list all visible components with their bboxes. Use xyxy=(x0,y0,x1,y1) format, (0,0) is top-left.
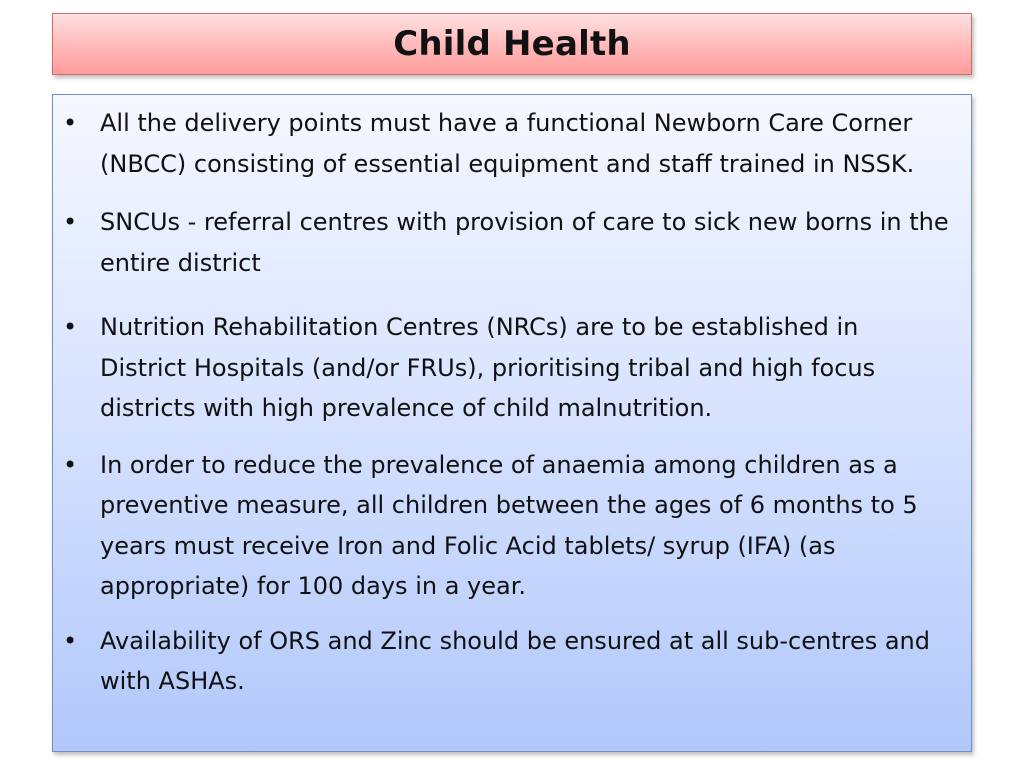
bullet-item xyxy=(53,621,949,702)
bullet-text: SNCUs - referral centres with provision of care to sick new borns in the entire district xyxy=(100,208,949,277)
bullet-text: Availability of ORS and Zinc should be ensured at all sub-centres and with ASHAs. xyxy=(100,626,930,695)
bullet-icon: • xyxy=(63,109,78,137)
slide-title: Child Health xyxy=(393,24,631,64)
bullet-item xyxy=(53,445,949,607)
bullet-list xyxy=(53,95,971,702)
bullet-icon: • xyxy=(63,450,78,479)
content-box xyxy=(52,94,972,752)
bullet-icon: • xyxy=(63,208,78,236)
bullet-text: Nutrition Rehabilitation Centres (NRCs) are to be established in District Hospitals (and/or FRUs), prioritising tribal and high focus districts with high prevalence of child malnutrition. xyxy=(100,313,876,422)
bullet-item xyxy=(53,202,949,283)
bullet-text: All the delivery points must have a functional Newborn Care Corner (NBCC) consisting of essential equipment and staff trained in NSSK. xyxy=(100,109,915,178)
bullet-text: In order to reduce the prevalence of anaemia among children as a preventive measure, all children between the ages of 6 months to 5 years must receive Iron and Folic Acid tablets/ syrup (IFA) (as appropriate) for 100 days in a year. xyxy=(100,450,918,600)
bullet-item xyxy=(53,103,949,184)
bullet-icon: • xyxy=(63,626,78,655)
bullet-item xyxy=(53,307,949,429)
bullet-icon: • xyxy=(63,313,78,341)
title-box xyxy=(52,13,972,75)
